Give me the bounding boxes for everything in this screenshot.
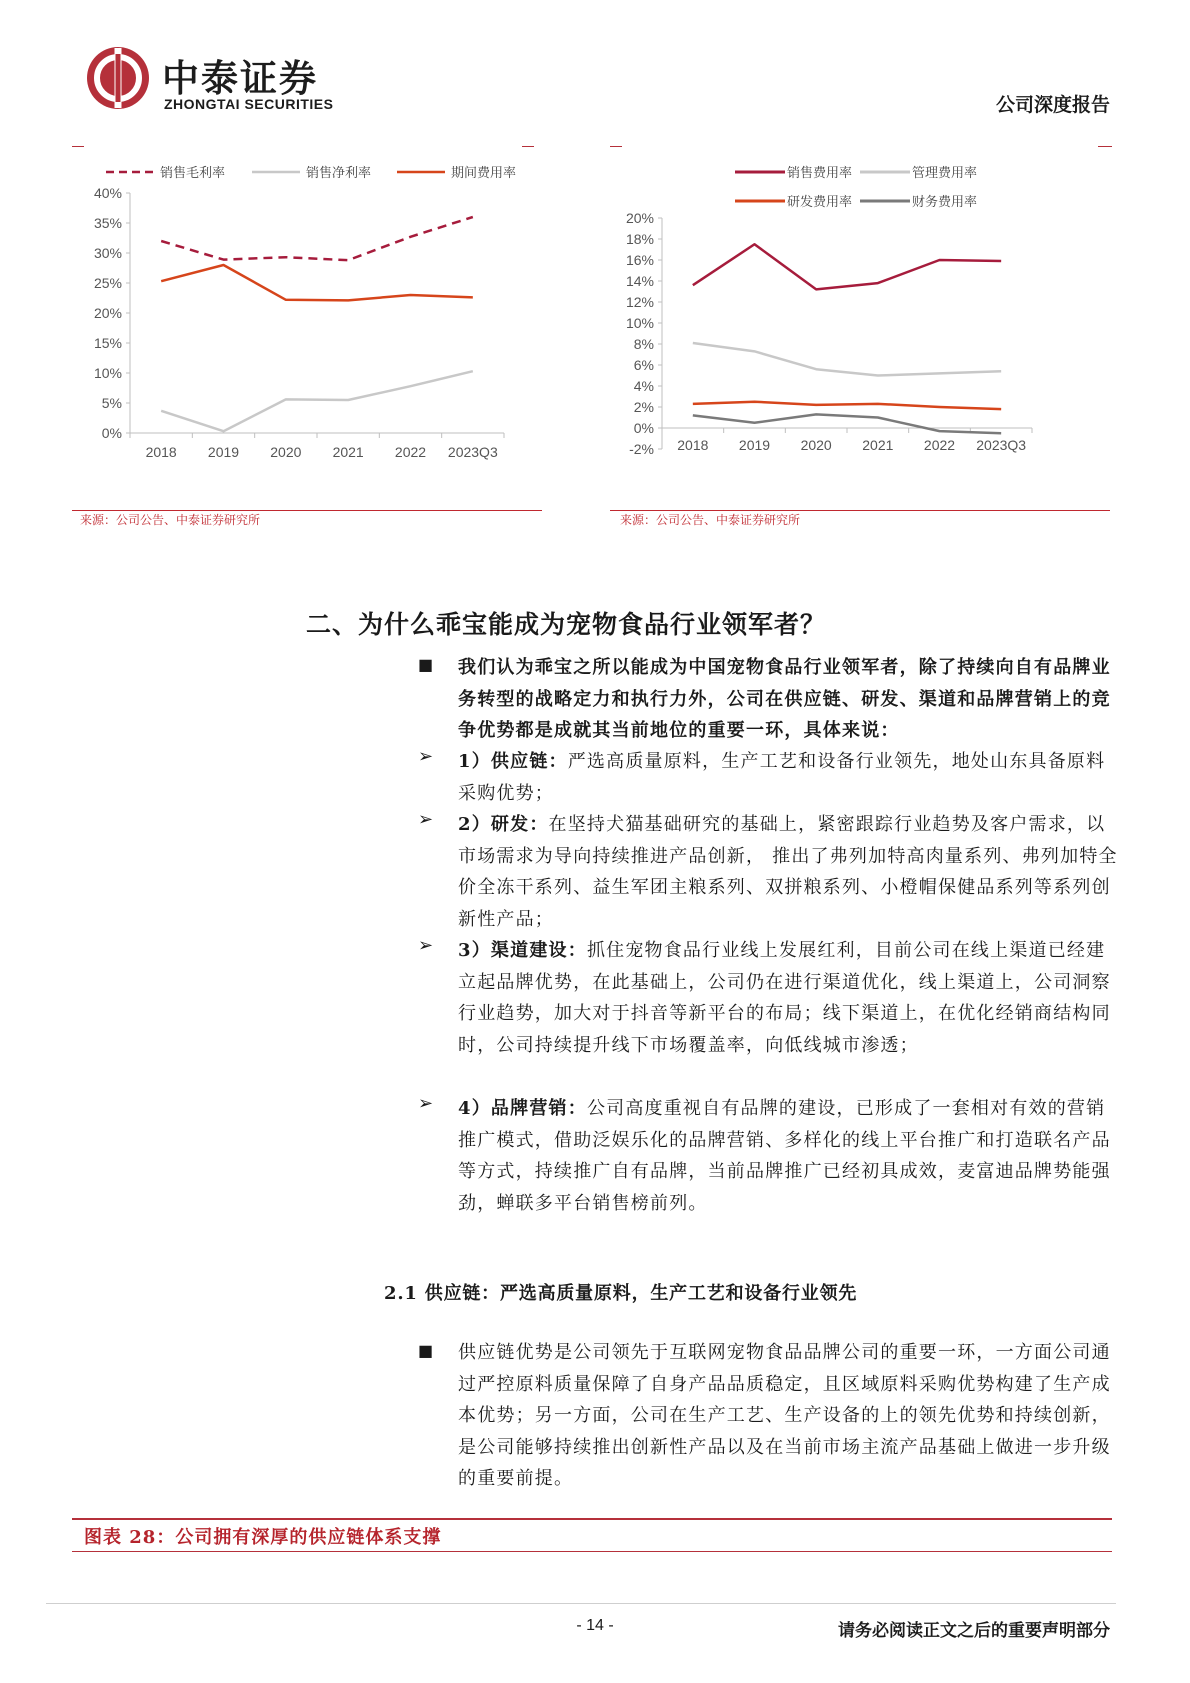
x-tick-label: 2022 [923, 437, 956, 453]
page-number: - 14 - [576, 1617, 614, 1634]
profit-margin-chart [72, 155, 542, 505]
list-item-text: 严选高质量原料，生产工艺和设备行业领先，地处山东具备原料采购优势； [458, 751, 1106, 804]
x-tick-label: 2019 [738, 437, 771, 453]
x-tick-label: 2019 [207, 444, 240, 460]
y-tick-label: 30% [93, 245, 122, 261]
section-title: 二、为什么乖宝能成为宠物食品行业领军者？ [306, 610, 827, 639]
y-tick-label: 2% [633, 399, 654, 415]
list-item-label: 4）品牌营销： [458, 1098, 587, 1119]
list-item [458, 1093, 1118, 1219]
legend-label: 研发费用率 [787, 195, 853, 210]
y-tick-label: 16% [625, 252, 654, 268]
company-name-en: ZHONGTAI SECURITIES [164, 96, 334, 112]
expense-ratio-chart [610, 155, 1110, 505]
caption-bottom-rule [72, 1551, 1112, 1552]
square-bullet-icon: ■ [418, 1341, 434, 1360]
caption-top-rule [72, 1518, 1112, 1520]
legend-label: 销售费用率 [787, 166, 853, 181]
subsection-title: 2.1 供应链：严选高质量原料，生产工艺和设备行业领先 [384, 1283, 858, 1304]
y-tick-label: 4% [633, 378, 654, 394]
footer-divider [46, 1603, 1116, 1604]
x-tick-label: 2021 [332, 444, 364, 460]
x-tick-label: 2020 [270, 444, 302, 460]
y-tick-label: 5% [101, 395, 122, 411]
series-line-2 [693, 343, 1001, 376]
company-logo-icon [86, 46, 150, 110]
x-tick-label: 2022 [394, 444, 427, 460]
x-tick-label: 2018 [677, 437, 709, 453]
square-bullet-icon: ■ [418, 655, 434, 674]
y-tick-label: 10% [625, 315, 654, 331]
y-tick-label: 0% [101, 425, 122, 441]
disclaimer: 请务必阅读正文之后的重要声明部分 [838, 1621, 1110, 1641]
list-item-label: 2）研发： [458, 814, 549, 835]
list-item-label: 3）渠道建设： [458, 940, 587, 961]
legend-label: 管理费用率 [912, 166, 978, 181]
list-item [458, 935, 1118, 1061]
legend-label: 财务费用率 [912, 195, 978, 210]
chart2-legend [735, 165, 977, 210]
company-name-cn: 中泰证券 [162, 57, 318, 100]
y-tick-label: 6% [633, 357, 654, 373]
arrow-bullet-icon: ➢ [418, 935, 434, 956]
x-tick-label: 2023Q3 [447, 444, 498, 460]
arrow-bullet-icon: ➢ [418, 1093, 434, 1114]
arrow-bullet-icon: ➢ [418, 746, 434, 767]
y-tick-label: 15% [93, 335, 122, 351]
chart2-source: 来源：公司公告、中泰证券研究所 [620, 513, 801, 527]
series-line-1 [161, 217, 473, 260]
legend-label: 销售净利率 [306, 166, 372, 181]
report-type: 公司深度报告 [995, 94, 1110, 116]
list-item-text: 在坚持犬猫基础研究的基础上，紧密跟踪行业趋势及客户需求，以市场需求为导向持续推进产品创新， 推出了弗列加特高肉量系列、弗列加特全价全冻干系列、益生军团主粮系列、双拼粮系列、小橙帽保健品系列等系列创新性产品； [458, 814, 1118, 930]
header-tick [1098, 146, 1112, 147]
series-line-3 [693, 402, 1001, 409]
y-tick-label: 18% [625, 231, 654, 247]
x-tick-label: 2020 [800, 437, 832, 453]
subsection-text: 供应链优势是公司领先于互联网宠物食品品牌公司的重要一环，一方面公司通过严控原料质量保障了自身产品品质稳定，且区域原料采购优势构建了生产成本优势；另一方面，公司在生产工艺、生产设备的上的领先优势和持续创新，是公司能够持续推出创新性产品以及在当前市场主流产品基础上做进一步升级的重要前提。 [458, 1342, 1111, 1489]
y-tick-label: 14% [625, 273, 654, 289]
header-tick [72, 146, 84, 147]
header-tick [610, 146, 622, 147]
figure-caption: 图表 28：公司拥有深厚的供应链体系支撑 [84, 1527, 442, 1548]
y-tick-label: 10% [93, 365, 122, 381]
x-tick-label: 2023Q3 [976, 437, 1027, 453]
y-tick-label: -2% [629, 441, 654, 457]
series-line-2 [161, 371, 473, 431]
chart1-source: 来源：公司公告、中泰证券研究所 [80, 513, 261, 527]
legend-label: 期间费用率 [451, 166, 517, 181]
legend-label: 销售毛利率 [160, 166, 226, 181]
y-tick-label: 12% [625, 294, 654, 310]
x-tick-label: 2021 [862, 437, 894, 453]
list-item [458, 746, 1118, 809]
chart1-legend [106, 165, 516, 181]
list-item [458, 809, 1118, 935]
y-tick-label: 20% [625, 210, 654, 226]
series-line-1 [693, 244, 1001, 289]
y-tick-label: 40% [93, 185, 122, 201]
y-tick-label: 0% [633, 420, 654, 436]
y-tick-label: 20% [93, 305, 122, 321]
section-intro: 我们认为乖宝之所以能成为中国宠物食品行业领军者，除了持续向自有品牌业务转型的战略定力和执行力外，公司在供应链、研发、渠道和品牌营销上的竞争优势都是成就其当前地位的重要一环，具体来说： [458, 657, 1111, 741]
list-item-text: 抓住宠物食品行业线上发展红利，目前公司在线上渠道已经建立起品牌优势，在此基础上，公司仍在进行渠道优化，线上渠道上，公司洞察行业趋势，加大对于抖音等新平台的布局；线下渠道上，在优化经销商结构同时，公司持续提升线下市场覆盖率，向低线城市渗透； [458, 940, 1111, 1056]
y-tick-label: 35% [93, 215, 122, 231]
x-tick-label: 2018 [145, 444, 177, 460]
y-tick-label: 8% [633, 336, 654, 352]
y-tick-label: 25% [93, 275, 122, 291]
series-line-3 [161, 265, 473, 300]
arrow-bullet-icon: ➢ [418, 809, 434, 830]
header-tick [522, 146, 534, 147]
list-item-label: 1）供应链： [458, 751, 568, 772]
list-item-text: 公司高度重视自有品牌的建设，已形成了一套相对有效的营销推广模式，借助泛娱乐化的品牌营销、多样化的线上平台推广和打造联名产品等方式，持续推广自有品牌，当前品牌推广已经初具成效，麦富迪品牌势能强劲，蝉联多平台销售榜前列。 [458, 1098, 1111, 1214]
